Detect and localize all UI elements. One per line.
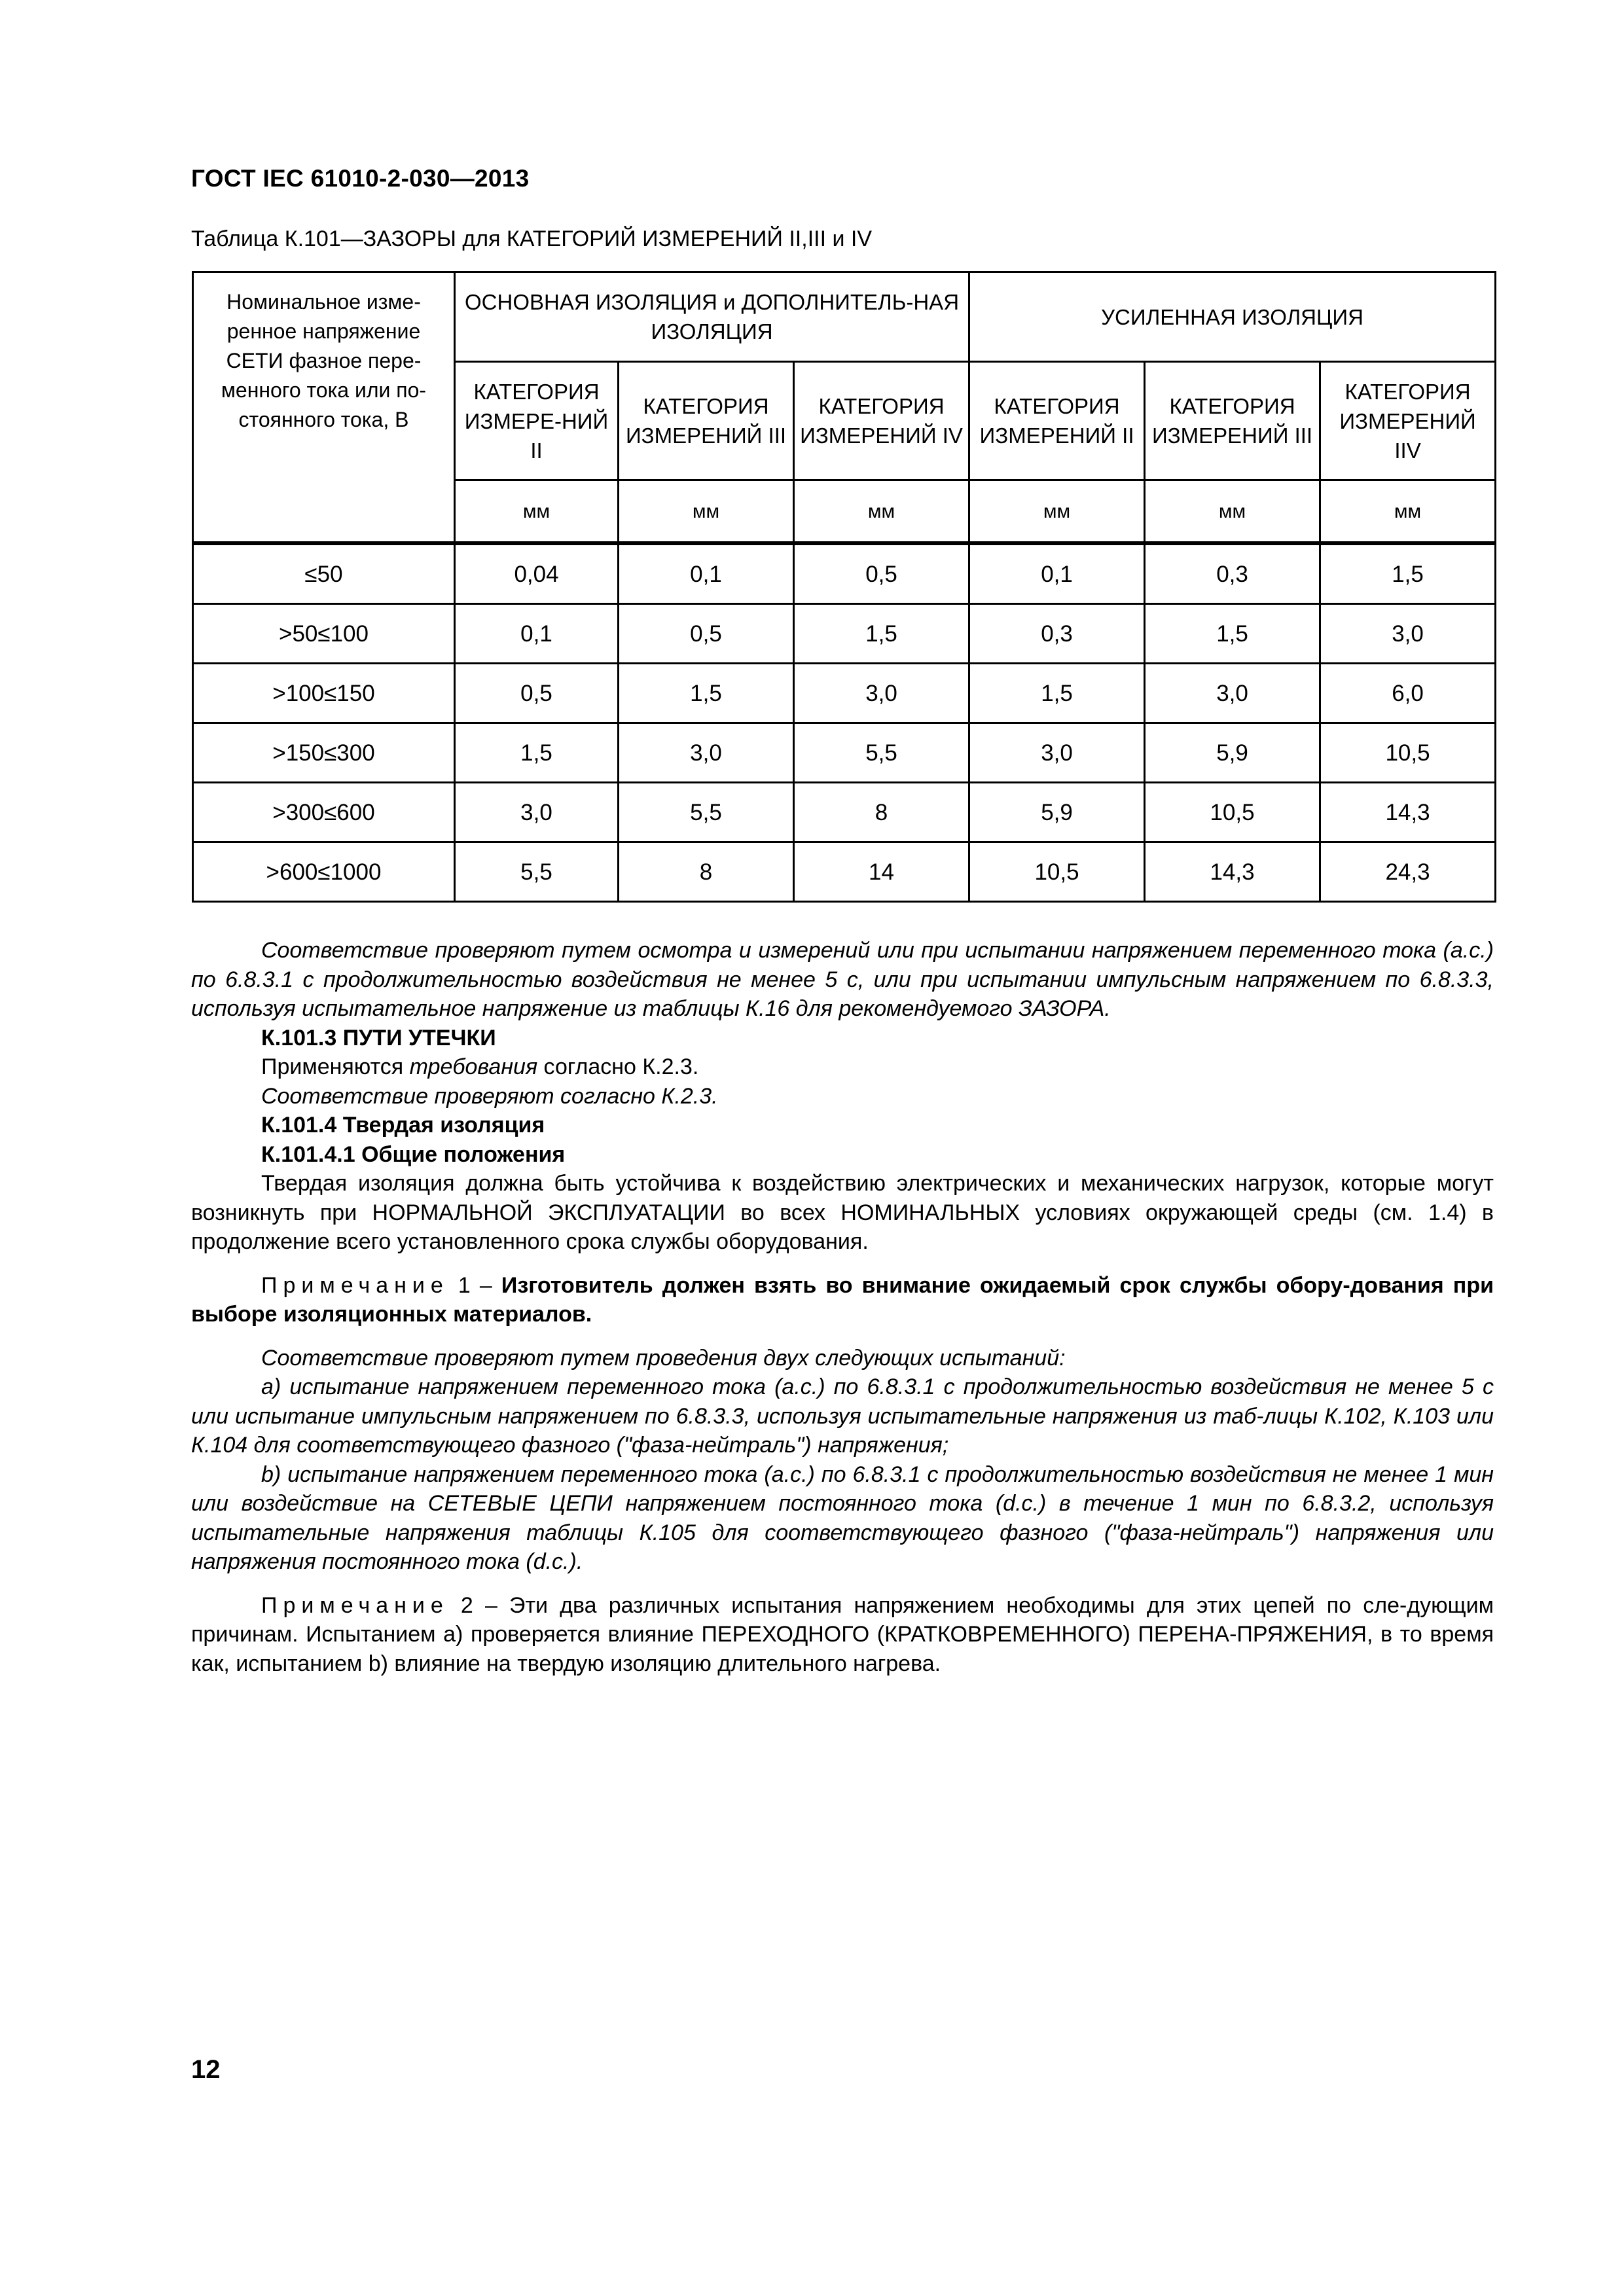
section-heading-k10141: К.101.4.1 Общие положения: [261, 1141, 566, 1167]
test-a-paragraph: а) испытание напряжением переменного тока (а.с.) по 6.8.3.1 с продолжительностью воздействия не менее 5 с или испытание импульсным напряжением по 6.8.3.3, используя испытательные напряжения из таб-лицы К.102, К.103 или К.104 для соответствующего фазного ("фаза-нейтраль") напряжения;: [191, 1374, 1494, 1458]
clearances-table: [192, 271, 1496, 903]
note-text: 2 – Эти два различных испытания напряжением необходимы для этих цепей по сле-дующим причинам. Испытанием а) проверяется влияние ПЕРЕХОДНОГО (КРАТКОВРЕМЕННОГО) ПЕРЕНА-ПРЯЖЕНИЯ, в то время как, испытанием b) влияние на твердую изоляцию длительного нагрева.: [191, 1592, 1494, 1676]
value-cell: 3,0: [1320, 604, 1496, 664]
value-cell: 3,0: [794, 664, 969, 723]
value-cell: 0,5: [619, 604, 794, 664]
value-cell: 10,5: [969, 842, 1145, 902]
value-cell: 0,3: [1145, 543, 1320, 604]
value-cell: 1,5: [1145, 604, 1320, 664]
value-cell: 14,3: [1145, 842, 1320, 902]
voltage-cell: >300≤600: [193, 783, 455, 842]
value-cell: 6,0: [1320, 664, 1496, 723]
value-cell: 0,04: [455, 543, 619, 604]
unit-cell: мм: [1145, 480, 1320, 544]
basic-insulation-header: ОСНОВНАЯ ИЗОЛЯЦИЯ и ДОПОЛНИТЕЛЬ-НАЯ ИЗОЛЯЦИЯ: [455, 272, 969, 362]
value-cell: 3,0: [455, 783, 619, 842]
section-heading-k1014: К.101.4 Твердая изоляция: [261, 1113, 545, 1138]
value-cell: 0,5: [455, 664, 619, 723]
page-number: 12: [191, 2055, 221, 2084]
value-cell: 1,5: [455, 723, 619, 783]
value-cell: 24,3: [1320, 842, 1496, 902]
value-cell: 5,5: [794, 723, 969, 783]
category-header: КАТЕГОРИЯ ИЗМЕРЕНИЙ III: [619, 362, 794, 480]
note-label: Примечание: [261, 1272, 449, 1298]
value-cell: 3,0: [969, 723, 1145, 783]
unit-cell: мм: [455, 480, 619, 544]
value-cell: 5,9: [969, 783, 1145, 842]
solid-insulation-paragraph: Твердая изоляция должна быть устойчива к воздействию электрических и механических нагрузок, которые могут возникнуть при НОРМАЛЬНОЙ ЭКСПЛУАТАЦИИ во всех НОМИНАЛЬНЫХ условиях окружающей среды (см. 1.4) в продолжение всего установленного срока службы оборудования.: [191, 1171, 1494, 1254]
voltage-cell: >50≤100: [193, 604, 455, 664]
requirements-link-text: требования: [409, 1054, 538, 1079]
category-header: КАТЕГОРИЯ ИЗМЕРЕНИЙ II: [969, 362, 1145, 480]
table-row: [193, 604, 1496, 664]
voltage-cell: >150≤300: [193, 723, 455, 783]
test-b-paragraph: b) испытание напряжением переменного тока (а.с.) по 6.8.3.1 с продолжительностью воздействия не менее 1 мин или воздействие на СЕТЕВЫЕ ЦЕПИ напряжением постоянного тока (d.c.) в течение 1 мин по 6.8.3.2, используя испытательные напряжения таблицы К.105 для соответствующего фазного ("фаза-нейтраль") напряжения или напряжения постоянного тока (d.c.).: [191, 1462, 1494, 1574]
value-cell: 3,0: [619, 723, 794, 783]
category-header: КАТЕГОРИЯ ИЗМЕРЕНИЙ IIV: [1320, 362, 1496, 480]
nominal-voltage-header: Номинальное изме-ренное напряжение СЕТИ фазное пере-менного тока или по-стоянного тока, В: [193, 272, 455, 544]
table-row: [193, 664, 1496, 723]
table-caption: Таблица К.101—ЗАЗОРЫ для КАТЕГОРИЙ ИЗМЕРЕНИЙ II,III и IV: [191, 226, 873, 251]
note-label: Примечание: [261, 1592, 449, 1618]
value-cell: 0,5: [794, 543, 969, 604]
value-cell: 5,5: [455, 842, 619, 902]
note-text: Изготовитель должен взять во внимание ожидаемый срок службы обору-дования при выборе изоляционных материалов.: [191, 1272, 1494, 1327]
voltage-cell: >600≤1000: [193, 842, 455, 902]
value-cell: 5,5: [619, 783, 794, 842]
table-row: [193, 842, 1496, 902]
note-1: [191, 1271, 1494, 1329]
value-cell: 0,1: [969, 543, 1145, 604]
section-heading-k1013: К.101.3 ПУТИ УТЕЧКИ: [261, 1025, 496, 1050]
value-cell: 14: [794, 842, 969, 902]
value-cell: 14,3: [1320, 783, 1496, 842]
compliance-paragraph: Соответствие проверяют согласно К.2.3.: [261, 1083, 718, 1109]
unit-cell: мм: [619, 480, 794, 544]
value-cell: 3,0: [1145, 664, 1320, 723]
document-code-header: ГОСТ IEC 61010-2-030—2013: [191, 165, 530, 192]
value-cell: 0,1: [619, 543, 794, 604]
table-row: [193, 783, 1496, 842]
value-cell: 8: [794, 783, 969, 842]
compliance-paragraph: Соответствие проверяют путем осмотра и измерений или при испытании напряжением переменного тока (а.с.) по 6.8.3.1 с продолжительностью воздействия не менее 5 с, или при испытании импульсным напряжением по 6.8.3.3, используя испытательное напряжение из таблицы К.16 для рекомендуемого ЗАЗОРА.: [191, 938, 1494, 1021]
unit-cell: мм: [794, 480, 969, 544]
unit-cell: мм: [969, 480, 1145, 544]
value-cell: 8: [619, 842, 794, 902]
category-header: КАТЕГОРИЯ ИЗМЕРЕНИЙ IV: [794, 362, 969, 480]
compliance-paragraph: Соответствие проверяют путем проведения двух следующих испытаний:: [261, 1345, 1066, 1371]
value-cell: 0,3: [969, 604, 1145, 664]
table-row: [193, 543, 1496, 604]
requirements-text: Применяются: [261, 1054, 410, 1079]
table-row: [193, 723, 1496, 783]
value-cell: 1,5: [969, 664, 1145, 723]
unit-cell: мм: [1320, 480, 1496, 544]
note-2: [191, 1591, 1494, 1679]
value-cell: 1,5: [1320, 543, 1496, 604]
requirements-paragraph: [191, 1052, 1494, 1082]
value-cell: 10,5: [1145, 783, 1320, 842]
body-text: [191, 936, 1494, 1678]
value-cell: 1,5: [794, 604, 969, 664]
note-number: 1 –: [448, 1272, 501, 1298]
category-header: КАТЕГОРИЯ ИЗМЕРЕ-НИЙ II: [455, 362, 619, 480]
value-cell: 1,5: [619, 664, 794, 723]
voltage-cell: >100≤150: [193, 664, 455, 723]
reinforced-insulation-header: УСИЛЕННАЯ ИЗОЛЯЦИЯ: [969, 272, 1496, 362]
category-header: КАТЕГОРИЯ ИЗМЕРЕНИЙ III: [1145, 362, 1320, 480]
value-cell: 0,1: [455, 604, 619, 664]
value-cell: 5,9: [1145, 723, 1320, 783]
value-cell: 10,5: [1320, 723, 1496, 783]
voltage-cell: ≤50: [193, 543, 455, 604]
requirements-text: согласно К.2.3.: [537, 1054, 699, 1079]
